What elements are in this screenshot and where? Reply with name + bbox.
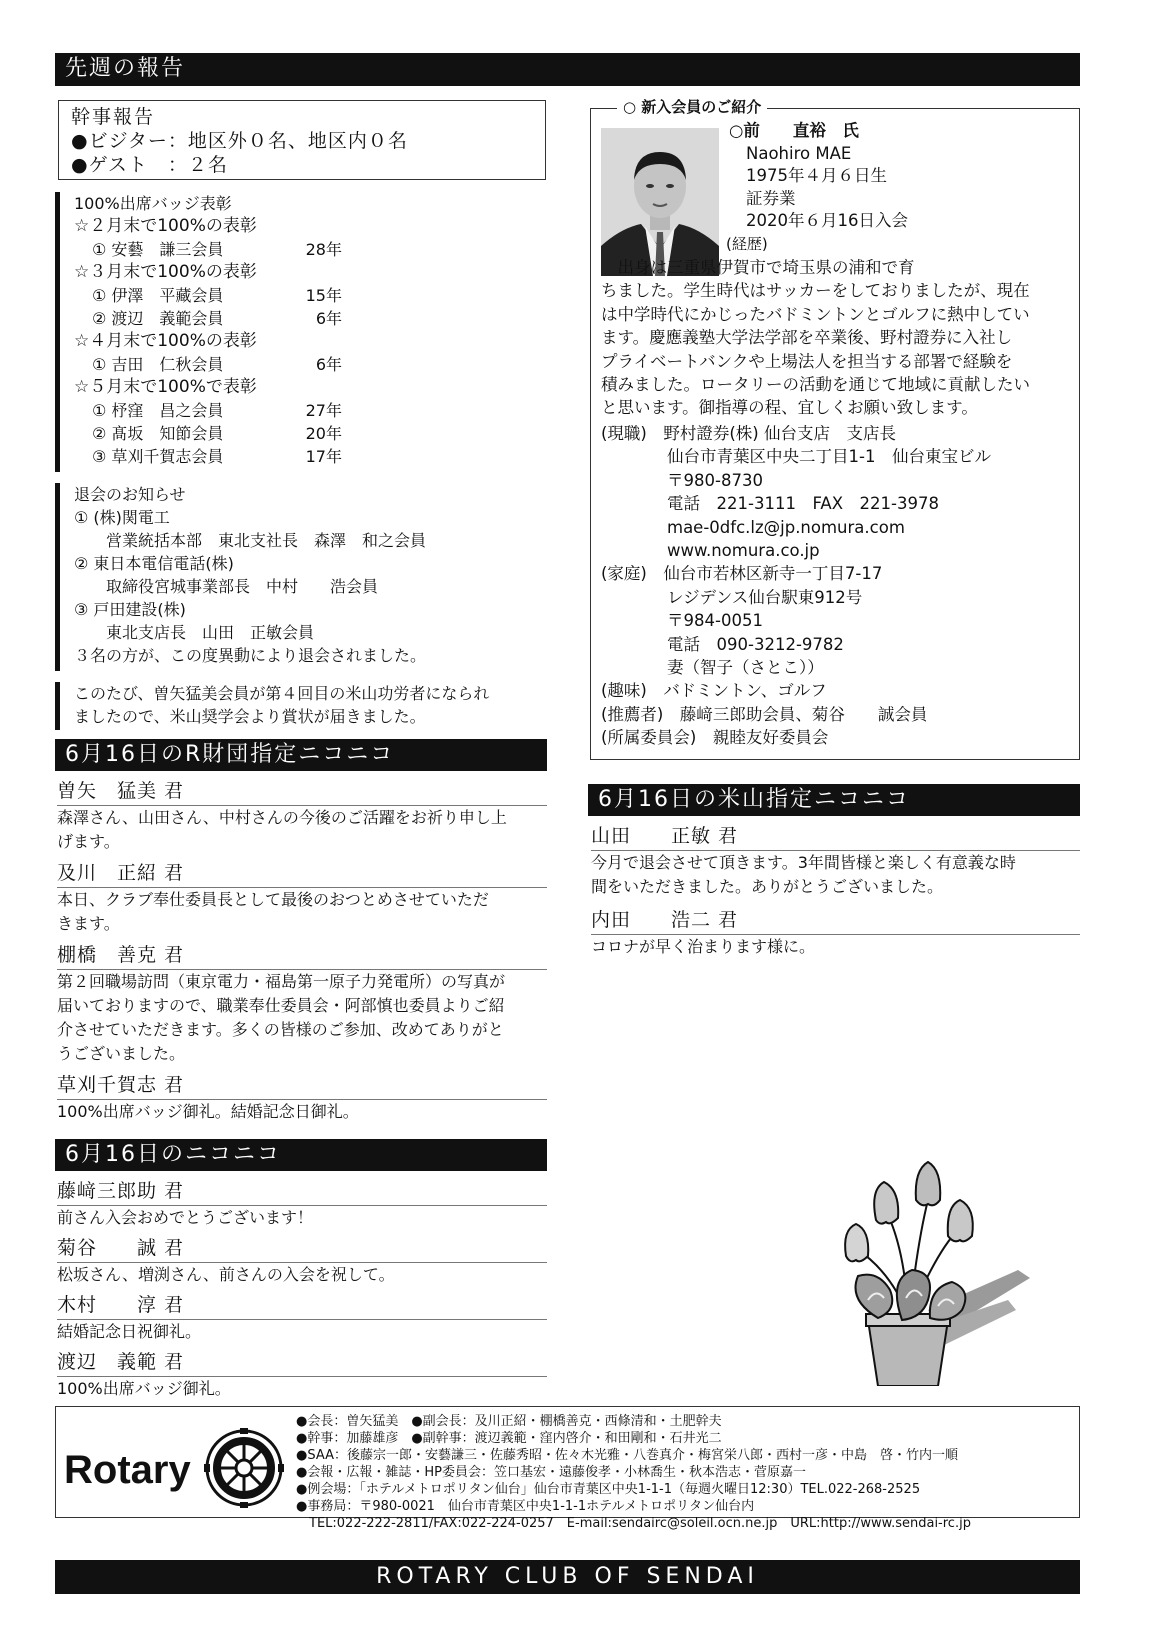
badge-row <box>74 284 545 307</box>
history-label: (経歴) <box>726 235 768 253</box>
footer-line: ●SAA：後藤宗一郎・安藝謙三・佐藤秀昭・佐々木光雅・八巻真介・梅宮栄八郎・西村一彦・中島 啓・竹内一順 <box>296 1448 958 1463</box>
badge-member-name: ① 杼窪 昌之会員 <box>92 401 224 420</box>
club-name-bar: ROTARY CLUB OF SENDAI <box>55 1560 1080 1594</box>
badge-member-name: ③ 草刈千賀志会員 <box>92 447 224 466</box>
new-member-box-title: ○ 新入会員のご紹介 <box>617 96 767 118</box>
resign-lines <box>74 506 545 667</box>
entry-name: 山田 正敏 君 <box>591 821 1080 851</box>
detail-line: 〒980-8730 <box>601 470 763 490</box>
member-portrait-image <box>601 128 719 276</box>
entry-message-line: 間をいただきました。ありがとうございました。 <box>591 877 944 896</box>
nikoniko-entries <box>57 1176 547 1401</box>
entry-message-line: 本日、クラブ奉仕委員長として最後のおつとめさせていただ <box>57 890 489 909</box>
badge-years: 17年 <box>305 447 342 466</box>
resign-line: ３名の方が、この度異動により退会されました。 <box>74 646 427 665</box>
new-member-info <box>729 120 1074 233</box>
entry-message-line: 結婚記念日祝御礼。 <box>57 1322 202 1341</box>
footer-line: ●幹事：加藤雄彦 ●副幹事：渡辺義範・窪内啓介・和田剛和・石井光二 <box>296 1431 722 1446</box>
detail-line: www.nomura.co.jp <box>601 541 820 561</box>
entry-message-line: 前さん入会おめでとうございます！ <box>57 1208 314 1227</box>
entry-name: 草刈千賀志 君 <box>57 1070 547 1100</box>
section-title-last-week: 先週の報告 <box>55 53 1080 86</box>
member-occupation: 証券業 <box>746 188 796 208</box>
entry-message-line: 介させていただきます。多くの皆様のご参加、改めてありがと <box>57 1020 504 1039</box>
footer-line: TEL:022-222-2811/FAX:022-224-0257 E-mail:sendairc@soleil.ocn.ne.jp URL:http://www.sendai-rc.jp <box>296 1516 971 1531</box>
footer-line: ●例会場：「ホテルメトロポリタン仙台」仙台市青葉区中央1-1-1（毎週火曜日12:30）TEL.022-268-2525 <box>296 1482 921 1497</box>
award-line: ましたので、米山奨学会より賞状が届きました。 <box>74 707 426 726</box>
detail-line: 仙台市青葉区中央二丁目1-1 仙台東宝ビル <box>601 447 991 467</box>
entry-message-line: 第２回職場訪問（東京電力・福島第一原子力発電所）の写真が <box>57 972 506 991</box>
resign-line: 東北支店長 山田 正敏会員 <box>74 623 315 642</box>
footer-line: ●会報・広報・雑誌・HP委員会：笠口基宏・遠藤俊孝・小林喬生・秋本浩志・菅原嘉一 <box>296 1465 806 1480</box>
resign-line: 取締役宮城事業部長 中村 浩会員 <box>74 577 379 596</box>
badge-group-title: ☆２月末で100%の表彰 <box>74 216 257 236</box>
entry-message-line: 100%出席バッジ御礼。結婚記念日御礼。 <box>57 1102 359 1121</box>
yoneyama-entries <box>591 821 1080 959</box>
badge-member-name: ① 伊澤 平藏会員 <box>92 286 224 305</box>
entry-name: 木村 淳 君 <box>57 1290 547 1320</box>
resign-line: 営業統括本部 東北支社長 森澤 和之会員 <box>74 531 427 550</box>
history-line: と思います。御指導の程、宜しくお願い致します。 <box>601 398 978 418</box>
detail-line: 電話 221-3111 FAX 221-3978 <box>601 494 939 514</box>
badge-row <box>74 353 545 376</box>
badge-years: 6年 <box>315 355 342 374</box>
badge-years: 6年 <box>315 309 342 328</box>
history-line: プライベートバンクや上場法人を担当する部署で経験を <box>601 351 1013 371</box>
yoneyama-award-block <box>55 682 555 730</box>
badge-years: 20年 <box>305 424 342 443</box>
secretary-line: ●ビジター：地区外０名、地区内０名 <box>71 130 408 152</box>
badge-row <box>74 307 545 330</box>
badge-groups <box>74 215 545 468</box>
entry-message-line: 100%出席バッジ御礼。 <box>57 1379 231 1398</box>
resign-line: ③ 戸田建設(株) <box>74 600 186 619</box>
member-details <box>601 422 1076 750</box>
detail-line: mae-0dfc.lz@jp.nomura.com <box>601 517 905 537</box>
entry-message-line: 今月で退会させて頂きます。3年間皆様と楽しく有意義な時 <box>591 853 1016 872</box>
resign-line: ② 東日本電信電話(株) <box>74 554 234 573</box>
detail-line: 妻（智子（さとこ）） <box>601 658 824 678</box>
entry-name: 曽矢 猛美 君 <box>57 776 547 806</box>
section-title-r-foundation: 6月16日のR財団指定ニコニコ <box>55 739 547 771</box>
badge-group-title: ☆４月末で100%の表彰 <box>74 331 257 351</box>
entry-message-line: げます。 <box>57 832 120 851</box>
entry-name: 内田 浩二 君 <box>591 905 1080 935</box>
resign-line: ① (株)関電工 <box>74 508 170 527</box>
detail-line: レジデンス仙台駅東912号 <box>601 587 863 607</box>
badge-member-name: ① 安藝 謙三会員 <box>92 240 224 259</box>
member-birthdate: 1975年４月６日生 <box>746 166 887 185</box>
secretary-report-title: 幹事報告 <box>71 106 156 128</box>
badge-member-name: ② 渡辺 義範会員 <box>92 309 224 328</box>
entry-message-line: きます。 <box>57 914 120 933</box>
detail-line: (家庭) 仙台市若林区新寺一丁目7-17 <box>601 564 883 584</box>
entry-name: 渡辺 義範 君 <box>57 1347 547 1377</box>
award-line: このたび、曽矢猛美会員が第４回目の米山功労者になられ <box>74 684 490 703</box>
entry-message-line: 森澤さん、山田さん、中村さんの今後のご活躍をお祈り申し上 <box>57 808 507 827</box>
footer-line: ●会長：曽矢猛美 ●副会長：及川正紹・棚橋善克・西條清和・土肥幹夫 <box>296 1414 722 1429</box>
entry-message-line: 届いておりますので、職業奉仕委員会・阿部慎也委員よりご紹 <box>57 996 505 1015</box>
secretary-report-box <box>58 100 546 180</box>
detail-line: (趣味) バドミントン、ゴルフ <box>601 681 827 701</box>
history-line: ちました。学生時代はサッカーをしておりましたが、現在 <box>601 281 1030 301</box>
badge-row <box>74 445 545 468</box>
rotary-wheel-icon <box>204 1428 284 1508</box>
member-history <box>601 256 1076 420</box>
badge-group-title: ☆５月末で100%で表彰 <box>74 377 257 397</box>
cyclamen-illustration <box>818 1160 1030 1386</box>
resign-heading: 退会のお知らせ <box>74 485 186 504</box>
member-join-date: 2020年６月16日入会 <box>746 211 908 230</box>
new-member-name: ○前 直裕 氏 <box>729 121 859 140</box>
detail-line: (推薦者) 藤﨑三郎助会員、菊谷 誠会員 <box>601 704 928 724</box>
badge-award-block <box>55 192 545 472</box>
badge-member-name: ① 吉田 仁秋会員 <box>92 355 224 374</box>
footer-line: ●事務局：〒980-0021 仙台市青葉区中央1-1-1ホテルメトロポリタン仙台内 <box>296 1499 755 1514</box>
badge-row <box>74 399 545 422</box>
badge-years: 15年 <box>305 286 342 305</box>
r-foundation-entries <box>57 776 547 1124</box>
entry-name: 及川 正紹 君 <box>57 858 547 888</box>
entry-name: 藤﨑三郎助 君 <box>57 1176 547 1206</box>
member-photo <box>601 128 719 276</box>
history-line: ます。慶應義塾大学法学部を卒業後、野村證券に入社し <box>601 328 1013 348</box>
entry-name: 菊谷 誠 君 <box>57 1233 547 1263</box>
entry-message-line: コロナが早く治まります様に。 <box>591 937 816 956</box>
badge-row <box>74 422 545 445</box>
badge-member-name: ② 髙坂 知節会員 <box>92 424 224 443</box>
detail-line: (現職) 野村證券(株) 仙台支店 支店長 <box>601 424 896 443</box>
rotary-logo-text: Rotary <box>64 1448 191 1492</box>
section-title-nikoniko: 6月16日のニコニコ <box>55 1139 547 1171</box>
detail-line: 電話 090-3212-9782 <box>601 634 844 654</box>
badge-years: 27年 <box>305 401 342 420</box>
badge-group-title: ☆３月末で100%の表彰 <box>74 262 257 282</box>
footer-lines <box>296 1413 1076 1532</box>
detail-line: (所属委員会) 親睦友好委員会 <box>601 728 829 748</box>
detail-line: 〒984-0051 <box>601 611 763 631</box>
entry-message-line: うございました。 <box>57 1044 186 1063</box>
resign-notice-block <box>55 483 545 671</box>
badge-row <box>74 238 545 261</box>
badge-heading: 100%出席バッジ表彰 <box>74 194 232 213</box>
member-romaji: Naohiro MAE <box>746 143 852 163</box>
section-title-yoneyama: 6月16日の米山指定ニコニコ <box>588 784 1080 816</box>
history-line: 出身は三重県伊賀市で埼玉県の浦和で育 <box>601 258 915 277</box>
entry-message-line: 松坂さん、増渕さん、前さんの入会を祝して。 <box>57 1265 395 1284</box>
history-line: 積みました。ロータリーの活動を通じて地域に貢献したい <box>601 375 1030 395</box>
history-line: は中学時代にかじったバドミントンとゴルフに熱中してい <box>601 304 1030 324</box>
badge-years: 28年 <box>305 240 342 259</box>
entry-name: 棚橋 善克 君 <box>57 940 547 970</box>
secretary-line: ●ゲスト ：２名 <box>71 154 228 176</box>
